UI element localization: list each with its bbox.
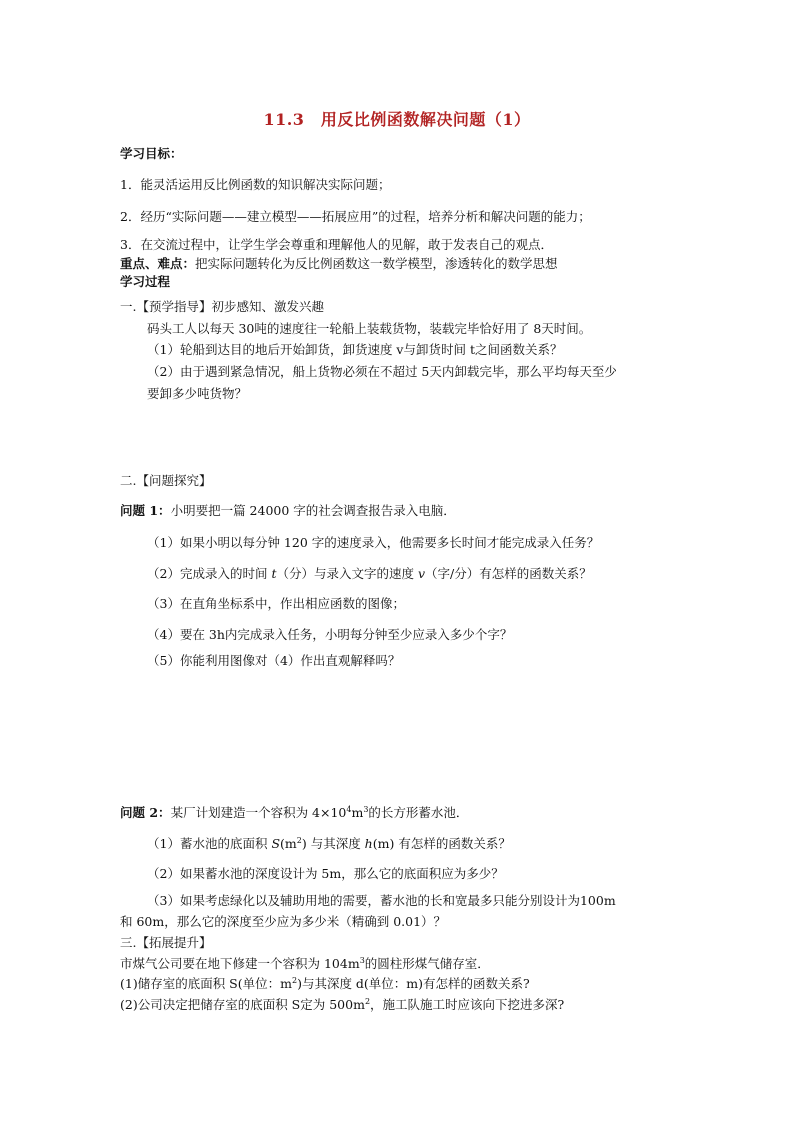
goals-heading: 学习目标： xyxy=(120,146,183,161)
section3-q2-sup: 2 xyxy=(364,997,371,1006)
section1-q2-line2: 要卸多少吨货物？ xyxy=(147,386,248,401)
section3-intro-a: 市煤气公司要在地下修建一个容积为 104m xyxy=(120,956,360,971)
problem2-text-a: 某厂计划建造一个容积为 4×10 xyxy=(170,805,347,820)
variable-S: S xyxy=(271,836,281,851)
section1-q1: （1）轮船到达目的地后开始卸货，卸货速度 v与卸货时间 t之间函数关系？ xyxy=(147,342,563,357)
goal-item-3: 3．在交流过程中，让学生学会尊重和理解他人的见解，敢于发表自己的观点． xyxy=(120,237,553,252)
problem2-q1-part-d: (m) 有怎样的函数关系？ xyxy=(372,836,511,851)
problem2-text-c: 的长方形蓄水池． xyxy=(368,805,469,820)
page-title: 11.3 用反比例函数解决问题（1） xyxy=(263,110,531,129)
problem1-q3: （3）在直角坐标系中，作出相应函数的图像； xyxy=(147,596,405,611)
section3-heading: 三.【拓展提升】 xyxy=(120,935,212,950)
problem1-q2-part-a: （2）完成录入的时间 xyxy=(147,566,272,581)
process-heading: 学习过程 xyxy=(120,274,171,289)
section3-q2-b: ，施工队施工时应该向下挖进多深? xyxy=(370,997,565,1012)
problem2-q1-part-b: (m xyxy=(280,836,297,851)
problem1-q2-part-c: （字/分）有怎样的函数关系？ xyxy=(425,566,592,581)
problem1-q2-part-b: （分）与录入文字的速度 xyxy=(276,566,418,581)
goal-item-2: 2．经历“实际问题——建立模型——拓展应用”的过程，培养分析和解决问题的能力； xyxy=(120,209,591,224)
section3-intro-b: 的圆柱形煤气储存室． xyxy=(364,956,490,971)
variable-h: h xyxy=(364,836,373,851)
key-points xyxy=(120,256,558,272)
key-points-label: 重点、难点： xyxy=(120,256,196,271)
section1-intro: 码头工人以每天 30吨的速度往一轮船上装载货物，装载完毕恰好用了 8天时间。 xyxy=(147,321,592,336)
section3-q1-b: )与其深度 d(单位：m)有怎样的函数关系? xyxy=(297,976,530,991)
problem1-text: 小明要把一篇 24000 字的社会调查报告录入电脑． xyxy=(170,503,456,518)
section1-q2-line1: （2）由于遇到紧急情况，船上货物必须在不超过 5天内卸载完毕，那么平均每天至少 xyxy=(147,364,617,379)
problem2-q3-line1: （3）如果考虑绿化以及辅助用地的需要，蓄水池的长和宽最多只能分别设计为100m xyxy=(147,893,616,908)
section3-q1 xyxy=(120,976,530,992)
section3-q1-a: (1)储存室的底面积 S(单位：m xyxy=(120,976,292,991)
section1-heading: 一.【预学指导】初步感知、激发兴趣 xyxy=(120,299,324,314)
problem2-sup-4: 4 xyxy=(346,805,352,814)
problem2-q1-sup-2: 2 xyxy=(296,836,302,845)
problem1-q5: （5）你能利用图像对（4）作出直观解释吗？ xyxy=(147,653,401,668)
problem1-statement xyxy=(120,503,456,519)
problem1-q2 xyxy=(147,566,592,582)
problem2-sup-3: 3 xyxy=(363,805,369,814)
problem1-q1: （1）如果小明以每分钟 120 字的速度录入，他需要多长时间才能完成录入任务？ xyxy=(147,535,600,550)
problem2-q1-part-a: （1）蓄水池的底面积 xyxy=(147,836,272,851)
problem2-statement xyxy=(120,805,468,821)
key-points-text: 把实际问题转化为反比例函数这一数学模型，渗透转化的数学思想 xyxy=(195,256,558,271)
problem1-label: 问题 1： xyxy=(120,503,171,518)
section3-q2-a: (2)公司决定把储存室的底面积 S定为 500m xyxy=(120,997,365,1012)
goal-item-1: 1．能灵活运用反比例函数的知识解决实际问题； xyxy=(120,177,391,192)
problem2-q1-part-c: ) 与其深度 xyxy=(301,836,365,851)
problem1-q4: （4）要在 3h内完成录入任务，小明每分钟至少应录入多少个字？ xyxy=(147,627,513,642)
problem2-q3-line2: 和 60m，那么它的深度至少应为多少米（精确到 0.01）？ xyxy=(120,914,447,929)
problem2-label: 问题 2： xyxy=(120,805,171,820)
section3-intro xyxy=(120,956,490,972)
problem2-q2: （2）如果蓄水池的深度设计为 5m，那么它的底面积应为多少？ xyxy=(147,866,504,881)
problem2-q1 xyxy=(147,836,511,852)
section3-intro-sup: 3 xyxy=(359,956,365,965)
problem2-text-b: m xyxy=(351,805,364,820)
section3-q1-sup: 2 xyxy=(291,976,298,985)
section2-heading: 二.【问题探究】 xyxy=(120,473,212,488)
variable-v: v xyxy=(417,566,426,581)
section3-q2 xyxy=(120,997,564,1013)
variable-t: t xyxy=(271,566,277,581)
